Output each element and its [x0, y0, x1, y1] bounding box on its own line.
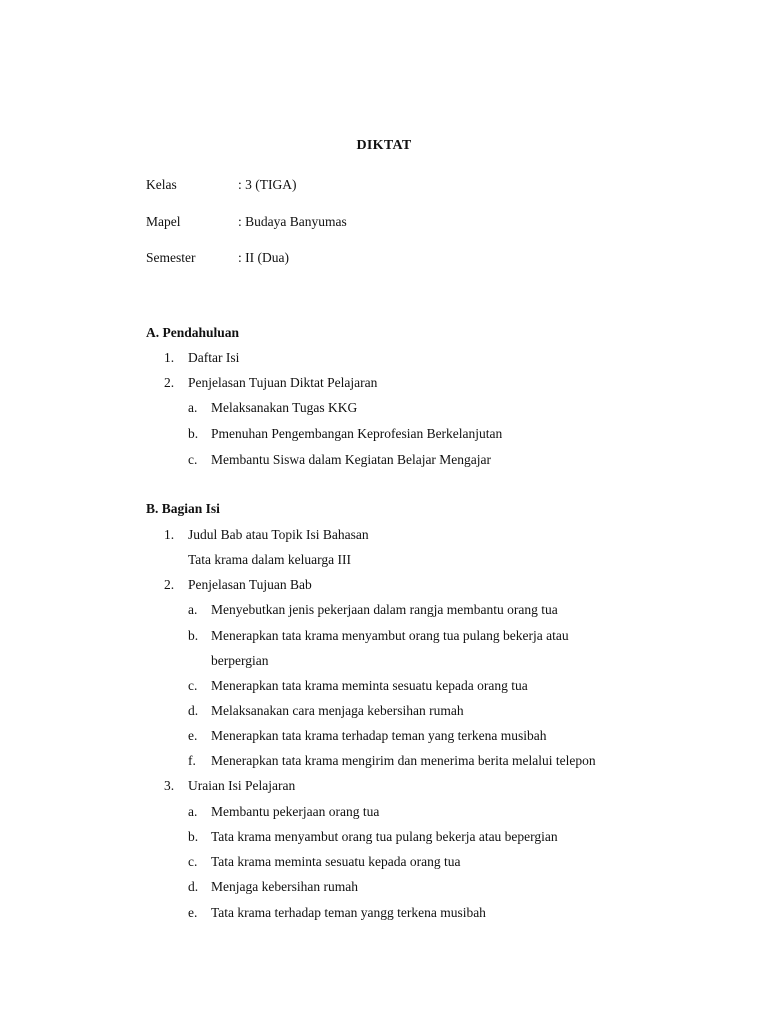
meta-value: : II (Dua): [238, 250, 289, 265]
list-text: Daftar Isi: [188, 350, 240, 365]
meta-label: Kelas: [146, 177, 177, 192]
list-text: Menyebutkan jenis pekerjaan dalam rangja membantu orang tua: [211, 602, 558, 617]
list-text: Melaksanakan cara menjaga kebersihan rumah: [211, 703, 464, 718]
list-text: Penjelasan Tujuan Bab: [188, 577, 312, 592]
list-text: Tata krama meminta sesuatu kepada orang tua: [211, 854, 461, 869]
list-marker: e.: [188, 728, 198, 743]
document-title: DIKTAT: [356, 138, 412, 153]
list-text: Judul Bab atau Topik Isi Bahasan: [188, 527, 369, 542]
list-text: Uraian Isi Pelajaran: [188, 778, 296, 793]
list-text: Menjaga kebersihan rumah: [211, 879, 358, 894]
list-text: Menerapkan tata krama menyambut orang tua pulang bekerja atau: [211, 628, 569, 643]
list-text: Tata krama dalam keluarga III: [188, 552, 351, 567]
list-marker: d.: [188, 879, 199, 894]
list-text: berpergian: [211, 653, 269, 668]
list-marker: b.: [188, 426, 199, 441]
list-marker: f.: [188, 753, 196, 768]
list-marker: 1.: [164, 527, 175, 542]
meta-value: : Budaya Banyumas: [238, 214, 347, 229]
list-text: Menerapkan tata krama terhadap teman yang terkena musibah: [211, 728, 547, 743]
list-text: Membantu pekerjaan orang tua: [211, 804, 380, 819]
list-text: Pmenuhan Pengembangan Keprofesian Berkelanjutan: [211, 426, 503, 441]
list-marker: d.: [188, 703, 199, 718]
meta-value: : 3 (TIGA): [238, 177, 297, 192]
meta-label: Semester: [146, 250, 196, 265]
meta-label: Mapel: [146, 214, 181, 229]
list-marker: a.: [188, 804, 198, 819]
list-text: Penjelasan Tujuan Diktat Pelajaran: [188, 375, 378, 390]
list-marker: 3.: [164, 778, 175, 793]
list-marker: 1.: [164, 350, 175, 365]
list-marker: c.: [188, 854, 198, 869]
section-a-heading: A. Pendahuluan: [146, 325, 240, 340]
section-b-heading: B. Bagian Isi: [146, 501, 220, 516]
list-text: Tata krama terhadap teman yangg terkena musibah: [211, 905, 486, 920]
list-marker: c.: [188, 452, 198, 467]
list-marker: b.: [188, 829, 199, 844]
list-text: Menerapkan tata krama mengirim dan menerima berita melalui telepon: [211, 753, 596, 768]
list-marker: 2.: [164, 375, 175, 390]
list-marker: a.: [188, 602, 198, 617]
list-text: Tata krama menyambut orang tua pulang bekerja atau bepergian: [211, 829, 558, 844]
list-marker: c.: [188, 678, 198, 693]
list-marker: a.: [188, 400, 198, 415]
list-text: Membantu Siswa dalam Kegiatan Belajar Mengajar: [211, 452, 492, 467]
list-marker: 2.: [164, 577, 175, 592]
list-text: Melaksanakan Tugas KKG: [211, 400, 358, 415]
list-marker: e.: [188, 905, 198, 920]
list-text: Menerapkan tata krama meminta sesuatu kepada orang tua: [211, 678, 528, 693]
list-marker: b.: [188, 628, 199, 643]
